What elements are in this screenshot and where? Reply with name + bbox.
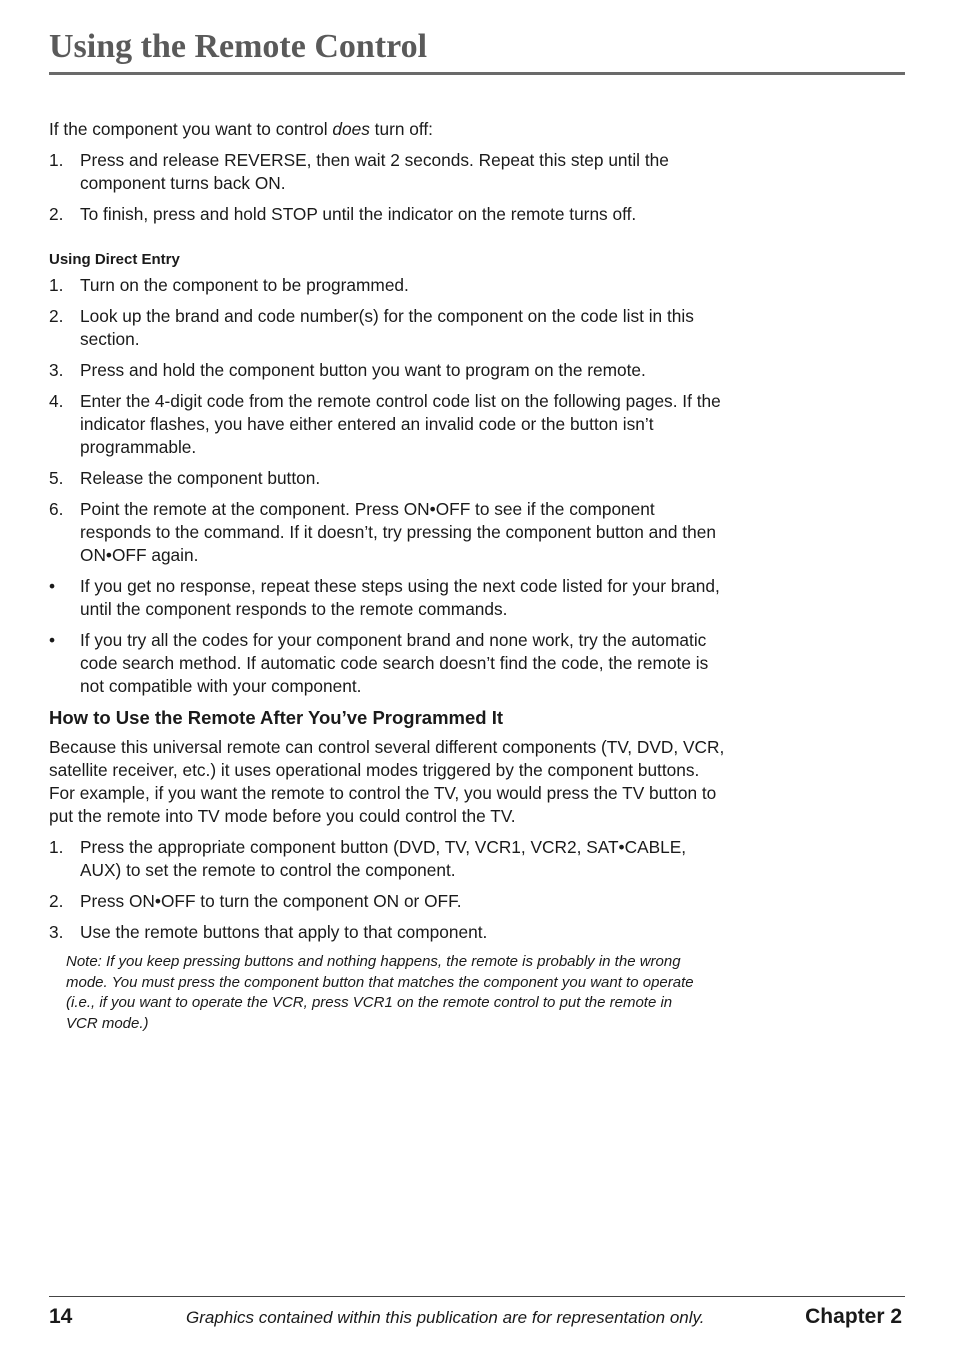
list-marker: • (49, 576, 56, 596)
list-item-text: Press ON•OFF to turn the component ON or OFF. (80, 891, 462, 911)
main-content (49, 118, 729, 1034)
list-item (49, 575, 729, 621)
intro-text (49, 118, 729, 141)
list-item-text: Release the component button. (80, 468, 321, 488)
list-item (49, 921, 729, 944)
list-item-text: Point the remote at the component. Press ON•OFF to see if the component responds to the command. If it doesn’t, try pressing the component button and then ON•OFF again. (80, 499, 716, 565)
turn-off-steps (49, 149, 729, 226)
list-item (49, 498, 729, 567)
list-marker: 2. (49, 204, 64, 224)
intro-before: If the component you want to control (49, 119, 333, 139)
list-item-text: To finish, press and hold STOP until the indicator on the remote turns off. (80, 204, 637, 224)
list-marker: 6. (49, 499, 64, 519)
list-marker: 2. (49, 306, 64, 326)
list-item-text: Press the appropriate component button (DVD, TV, VCR1, VCR2, SAT•CABLE, AUX) to set the remote to control the component. (80, 837, 687, 880)
list-item-text: If you get no response, repeat these steps using the next code listed for your brand, until the component responds to the remote commands. (80, 576, 720, 619)
list-marker: 5. (49, 468, 64, 488)
list-item-text: Enter the 4-digit code from the remote control code list on the following pages. If the indicator flashes, you have either entered an invalid code or the button isn’t programmable. (80, 391, 721, 457)
page-number: 14 (49, 1305, 73, 1328)
list-marker: 1. (49, 837, 64, 857)
list-item-text: Use the remote buttons that apply to that component. (80, 922, 488, 942)
list-item (49, 467, 729, 490)
list-marker: 3. (49, 922, 64, 942)
list-item-text: Look up the brand and code number(s) for the component on the code list in this section. (80, 306, 694, 349)
how-to-use-heading: How to Use the Remote After You’ve Programmed It (49, 707, 504, 728)
list-marker: 2. (49, 891, 64, 911)
title-divider (49, 72, 905, 75)
intro-after: turn off: (369, 119, 433, 139)
intro-emphasis: does (332, 119, 370, 139)
how-to-use-paragraph: Because this universal remote can control several different components (TV, DVD, VCR, satellite receiver, etc.) it uses operational modes triggered by the component buttons. For example, if you want the remote to control the TV, you would press the TV button to put the remote into TV mode before you could control the TV. (49, 737, 725, 826)
direct-entry-steps (49, 274, 729, 698)
list-item (49, 274, 729, 297)
list-item (49, 390, 729, 459)
list-item-text: Press and hold the component button you want to program on the remote. (80, 360, 646, 380)
list-item (49, 203, 729, 226)
list-marker: 3. (49, 360, 64, 380)
list-item-text: Press and release REVERSE, then wait 2 seconds. Repeat this step until the component turns back ON. (80, 150, 669, 193)
how-to-use-steps (49, 836, 729, 944)
list-item (49, 305, 729, 351)
footer-divider (49, 1296, 905, 1297)
list-item (49, 149, 729, 195)
page-title: Using the Remote Control (49, 28, 428, 65)
list-marker: 1. (49, 150, 64, 170)
list-marker: 4. (49, 391, 64, 411)
list-item (49, 629, 729, 698)
direct-entry-heading: Using Direct Entry (49, 251, 180, 268)
list-item-text: Turn on the component to be programmed. (80, 275, 409, 295)
list-item-text: If you try all the codes for your component brand and none work, try the automatic code search method. If automatic code search doesn’t find the code, the remote is not compatible with your component. (80, 630, 709, 696)
list-item (49, 890, 729, 913)
note-text: Note: If you keep pressing buttons and nothing happens, the remote is probably in the wrong mode. You must press the component button that matches the component you want to operate (i.e., if you want to operate the VCR, press VCR1 on the remote control to put the remote in VCR mode.) (66, 953, 694, 1032)
list-marker: 1. (49, 275, 64, 295)
list-marker: • (49, 630, 56, 650)
list-item (49, 836, 729, 882)
footer-note: Graphics contained within this publication are for representation only. (186, 1308, 705, 1327)
list-item (49, 359, 729, 382)
chapter-label: Chapter 2 (805, 1305, 902, 1328)
